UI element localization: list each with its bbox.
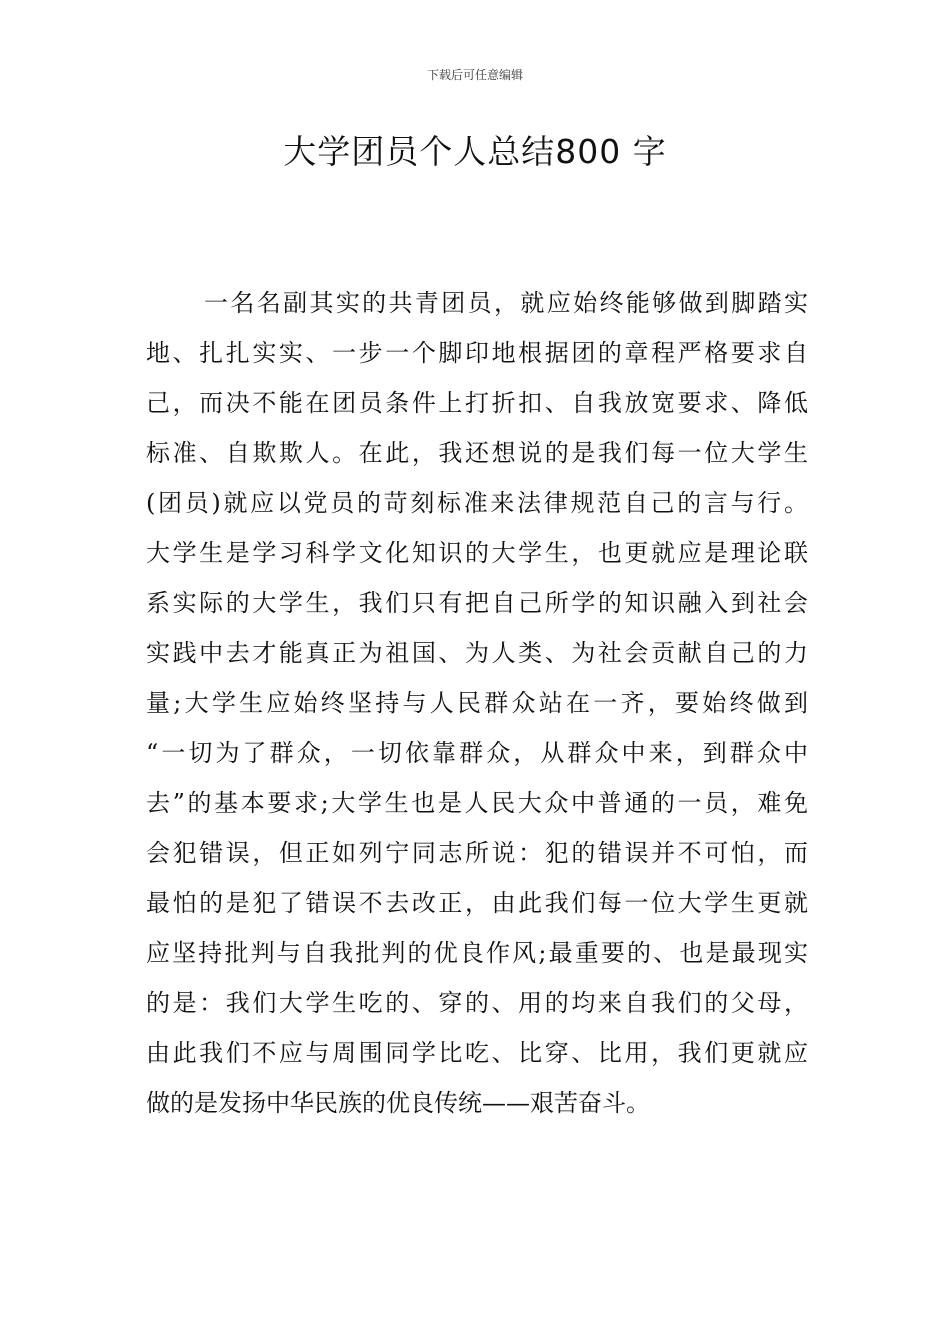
body-line: (团员)就应以党员的苛刻标准来法律规范自己的言与行。 xyxy=(146,489,808,517)
body-line: 实践中去才能真正为祖国、为人类、为社会贡献自己的力 xyxy=(146,639,808,667)
body-line: 的是：我们大学生吃的、穿的、用的均来自我们的父母， xyxy=(146,989,808,1017)
body-line-last: 做的是发扬中华民族的优良传统——艰苦奋斗。 xyxy=(146,1089,650,1117)
body-line: 标准、自欺欺人。在此，我还想说的是我们每一位大学生 xyxy=(146,439,808,467)
body-line: 会犯错误，但正如列宁同志所说：犯的错误并不可怕，而 xyxy=(146,839,808,867)
body-line: 应坚持批判与自我批判的优良作风;最重要的、也是最现实 xyxy=(146,939,808,967)
page-header-note: 下载后可任意编辑 xyxy=(426,68,523,82)
body-line: 系实际的大学生，我们只有把自己所学的知识融入到社会 xyxy=(146,589,808,617)
document-title: 大学团员个人总结800 字 xyxy=(283,132,667,171)
body-line: 大学生是学习科学文化知识的大学生，也更就应是理论联 xyxy=(146,539,808,567)
body-line: 去”的基本要求;大学生也是人民大众中普通的一员，难免 xyxy=(146,789,808,817)
body-line: 最怕的是犯了错误不去改正，由此我们每一位大学生更就 xyxy=(146,889,808,917)
body-line: 由此我们不应与周围同学比吃、比穿、比用，我们更就应 xyxy=(146,1039,808,1067)
body-line: “一切为了群众，一切依靠群众，从群众中来，到群众中 xyxy=(146,739,808,767)
body-line: 一名名副其实的共青团员，就应始终能够做到脚踏实 xyxy=(204,289,808,317)
document-body xyxy=(146,278,808,1128)
body-line: 量;大学生应始终坚持与人民群众站在一齐，要始终做到 xyxy=(146,689,808,717)
body-line: 己，而决不能在团员条件上打折扣、自我放宽要求、降低 xyxy=(146,389,808,417)
body-line: 地、扎扎实实、一步一个脚印地根据团的章程严格要求自 xyxy=(146,339,808,367)
